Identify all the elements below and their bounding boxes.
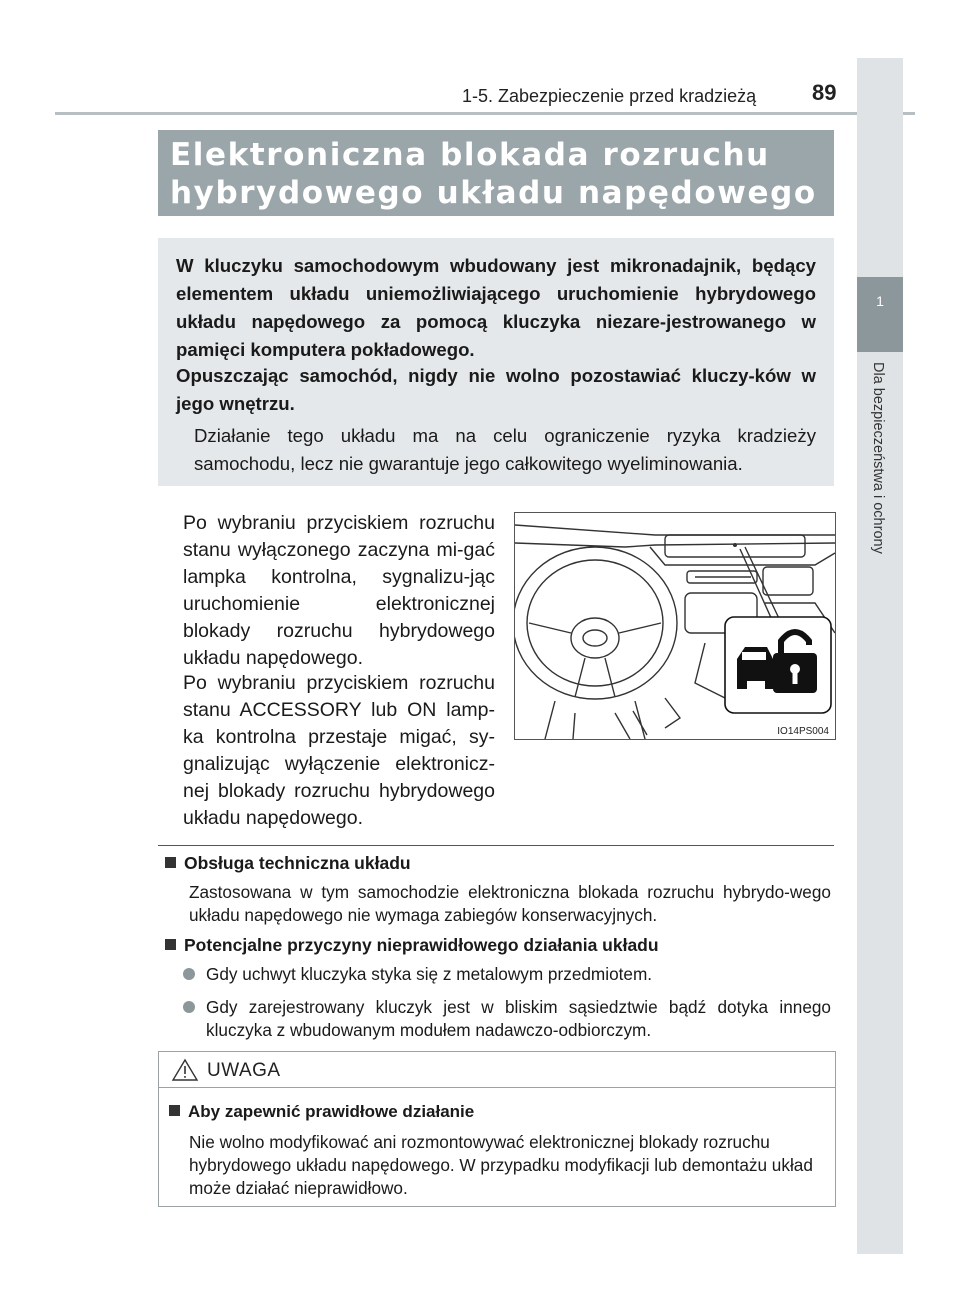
dashboard-illustration (514, 512, 836, 740)
list-item-text: Gdy zarejestrowany kluczyk jest w bliskim sąsiedztwie bądź dotyka innego kluczyka z wbudowanym modułem nadawczo-odbiorczym. (206, 997, 831, 1040)
intro-warning-paragraph: Opuszczając samochód, nigdy nie wolno pozostawiać kluczy-ków w jego wnętrzu. (176, 365, 816, 414)
caution-box (158, 1051, 836, 1207)
side-tab (857, 58, 903, 1254)
page-number: 89 (812, 80, 837, 105)
header-divider (55, 112, 915, 115)
intro-paragraph: W kluczyku samochodowym wbudowany jest mikronadajnik, będący elementem układu uniemożliwiającego uruchomienie hybrydowego układu napędowego za pomocą kluczyka niezare-jestrowanego w pamięci komputera pokładowego. (176, 255, 816, 360)
causes-heading-text: Potencjalne przyczyny nieprawidłowego działania układu (184, 935, 659, 955)
list-item (183, 996, 831, 1042)
caution-text: Nie wolno modyfikować ani rozmontowywać elektronicznej blokady rozruchu hybrydowego układu napędowego. W przypadku modyfikacji lub demontażu układ może działać nieprawidłowo. (189, 1132, 813, 1198)
page-title: Elektroniczna blokada rozruchu hybrydowego układu napędowego (170, 137, 817, 211)
section-title: 1-5. Zabezpieczenie przed kradzieżą (462, 86, 757, 106)
intro-box (158, 238, 834, 486)
chapter-title: Dla bezpieczeństwa i ochrony (870, 362, 886, 554)
maintenance-text: Zastosowana w tym samochodzie elektroniczna blokada rozruchu hybrydo-wego układu napędowego nie wymaga zabiegów konserwacyjnych. (189, 882, 831, 925)
dashboard-drawing (515, 513, 835, 739)
maintenance-heading (165, 853, 411, 874)
list-item (183, 963, 831, 986)
stop-blink-paragraph: Po wybraniu przyciskiem rozruchu stanu ACCESSORY lub ON lamp-ka kontrolna przestaje migać, sy-gnalizując wyłączenie elektronicz-nej blokady rozruchu hybrydowego układu napędowego. (183, 672, 495, 829)
figure-code: IO14PS004 (777, 726, 829, 737)
title-banner (158, 130, 834, 216)
section-divider (158, 845, 834, 846)
warning-triangle-icon (171, 1058, 199, 1082)
maintenance-heading-text: Obsługa techniczna układu (184, 853, 411, 873)
square-bullet-icon (165, 939, 176, 950)
chapter-tab[interactable] (857, 277, 903, 352)
caution-heading-text: Aby zapewnić prawidłowe działanie (188, 1102, 475, 1121)
caution-label: UWAGA (207, 1060, 281, 1081)
caution-header (159, 1052, 835, 1088)
list-item-text: Gdy uchwyt kluczyka styka się z metalowym przedmiotem. (206, 964, 653, 984)
causes-heading (165, 935, 659, 956)
square-bullet-icon (169, 1105, 180, 1116)
round-bullet-icon (183, 968, 195, 980)
round-bullet-icon (183, 1001, 195, 1013)
caution-heading (169, 1102, 474, 1122)
intro-note: Działanie tego układu ma na celu ograniczenie ryzyka kradzieży samochodu, lecz nie gwarantuje jego całkowitego wyeliminowania. (194, 425, 816, 474)
square-bullet-icon (165, 857, 176, 868)
blink-paragraph: Po wybraniu przyciskiem rozruchu stanu wyłączonego zaczyna mi-gać lampka kontrolna, sygnalizu-jąc uruchomienie elektronicznej blokady rozruchu hybrydowego układu napędowego. (183, 512, 495, 669)
chapter-number: 1 (876, 293, 884, 309)
